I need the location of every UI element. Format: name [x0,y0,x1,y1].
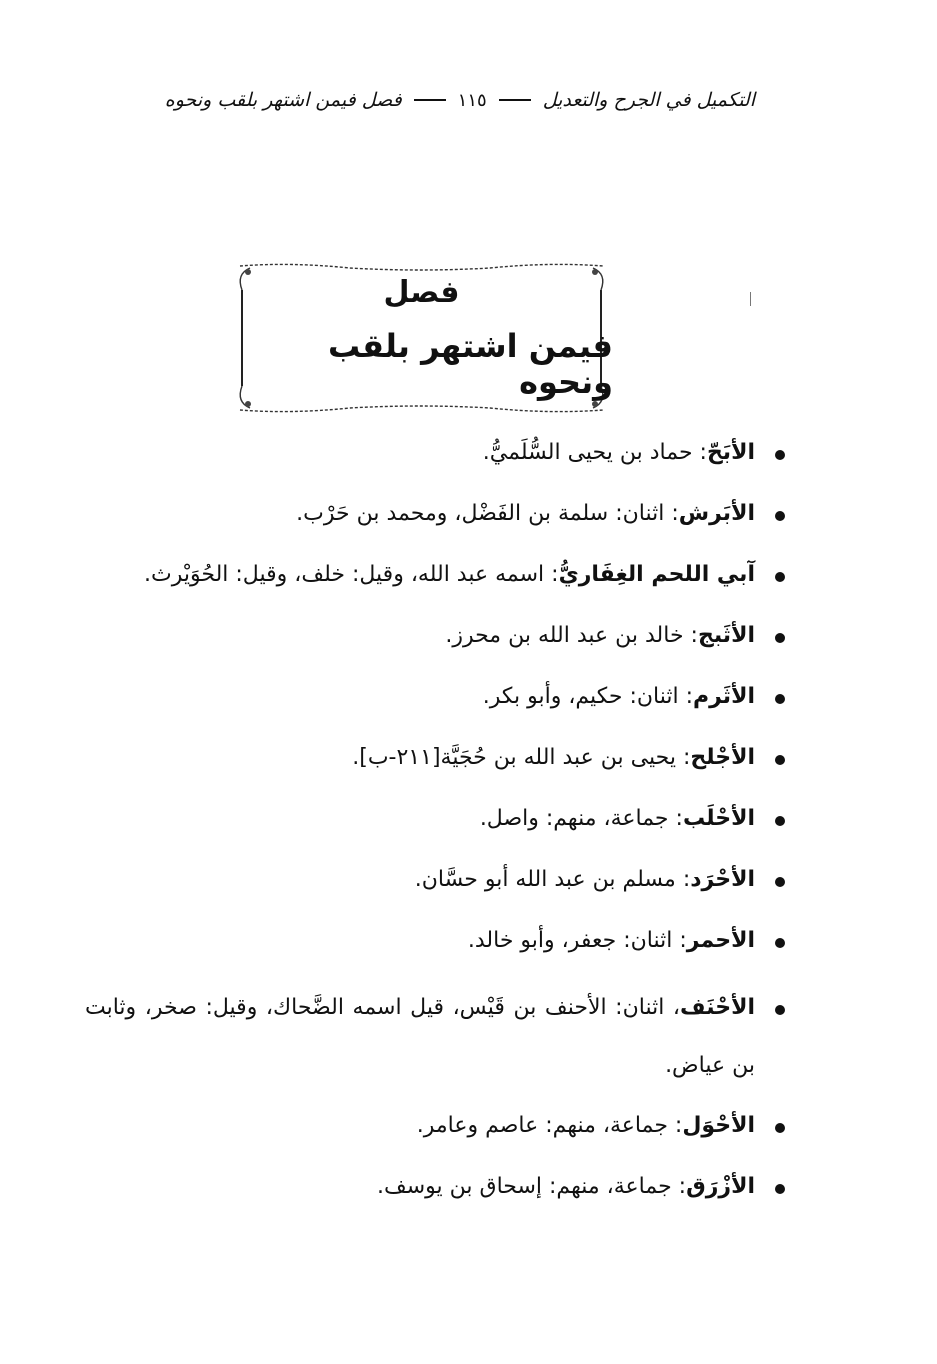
list-item [85,1103,785,1149]
list-item [85,552,785,598]
header-book-title: التكميل في الجرح والتعديل [542,89,755,111]
entry-term: الأحمر [686,928,755,953]
chapter-title: فصل [383,275,460,310]
header-dash [499,99,531,101]
entry-term: الأحْوَل [682,1113,755,1138]
header-dash [414,99,446,101]
entry-text: : جماعة، منهم: إسحاق بن يوسف. [376,1174,687,1199]
chapter-title-box [230,262,613,414]
page-number: ١١٥ [457,89,487,111]
entry-term: الأحْرَد [690,867,755,892]
bullet-icon [775,572,785,582]
entry-term: الأثَبج [697,623,755,648]
entry-term: الأزْرَق [686,1174,755,1199]
list-item [85,735,785,781]
entry-text: : اسمه عبد الله، وقيل: خلف، وقيل: الحُوَيْرث. [144,562,559,587]
entry-term: الأبَرش [678,501,755,526]
entry-text: : مسلم بن عبد الله أبو حسَّان. [414,867,691,892]
entry-text: : اثنان: حكيم، وأبو بكر. [482,684,693,709]
list-item [85,918,785,964]
entry-term: الأحْنَف [680,995,755,1020]
bullet-icon [775,816,785,826]
header-section-title: فصل فيمن اشتهر بلقب ونحوه [164,89,402,111]
chapter-subtitle: فيمن اشتهر بلقب ونحوه [327,327,613,401]
entry-term: الأبَحّ [706,440,755,465]
entry-text: : يحيى بن عبد الله بن حُجَيَّة[٢١١-ب]. [352,745,691,770]
entry-term: الأجْلح [690,745,755,770]
bullet-icon [775,511,785,521]
entry-term: الأحْلَب [682,806,755,831]
bullet-icon [775,633,785,643]
entry-text: : حماد بن يحيى السُّلَميُّ. [482,440,707,465]
entry-term: آبي اللحم الغِفَاريُّ [558,562,755,587]
entry-text: : اثنان: جعفر، وأبو خالد. [467,928,687,953]
list-item [85,1164,785,1210]
entry-text: ، اثنان: الأحنف بن قَيْس، قيل اسمه الضَّحاك، وقيل: صخر، وثابت بن عياض. [85,995,755,1078]
running-header [135,80,755,120]
bullet-icon [775,755,785,765]
bullet-icon [775,450,785,460]
list-item [85,796,785,842]
bullet-icon [775,877,785,887]
scan-mark [750,292,751,306]
bullet-icon [775,1123,785,1133]
bullet-icon [775,1184,785,1194]
entry-term: الأثَرم [693,684,755,709]
entry-text: : اثنان: سلمة بن الفَضْل، ومحمد بن حَرْب. [296,501,679,526]
bullet-icon [775,938,785,948]
list-item [85,857,785,903]
list-item [85,979,785,1095]
list-item [85,674,785,720]
bullet-icon [775,694,785,704]
list-item [85,491,785,537]
list-item [85,613,785,659]
entry-list [85,430,785,1225]
bullet-icon [775,1005,785,1015]
entry-text: : جماعة، منهم: عاصم وعامر. [416,1113,683,1138]
entry-text: : جماعة، منهم: واصل. [479,806,683,831]
list-item [85,430,785,476]
entry-text: : خالد بن عبد الله بن محرز. [445,623,698,648]
